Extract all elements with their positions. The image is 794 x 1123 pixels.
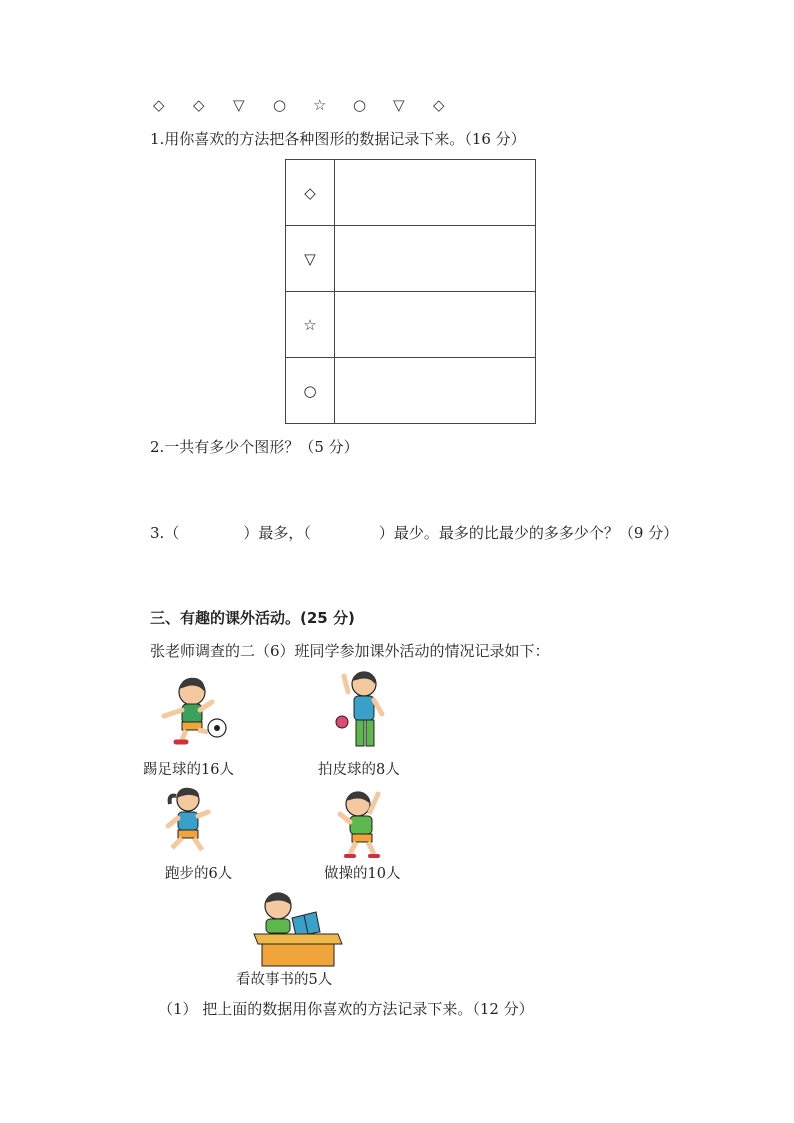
- shape-item: ▽: [393, 96, 405, 114]
- table-row: [286, 226, 536, 292]
- caption-football: 踢足球的16人: [143, 762, 234, 778]
- shape-item: ○: [273, 96, 287, 114]
- q3-mid: ）最多，（: [243, 524, 311, 542]
- section-3-title: 三、有趣的课外活动。(25 分): [150, 609, 355, 627]
- symbol-cell: ▽: [286, 226, 335, 292]
- shape-item: ○: [353, 96, 367, 114]
- question-3: [150, 522, 678, 543]
- answer-cell[interactable]: [335, 226, 536, 292]
- symbol-cell: ○: [286, 358, 335, 424]
- symbol-cell: ☆: [286, 292, 335, 358]
- symbol-cell: ◇: [286, 160, 335, 226]
- shape-item: ☆: [313, 96, 327, 114]
- answer-cell[interactable]: [335, 292, 536, 358]
- sub-question-1: （1） 把上面的数据用你喜欢的方法记录下来。（12 分）: [158, 1000, 534, 1018]
- question-2: 2.一共有多少个图形？（5 分）: [150, 438, 359, 456]
- table-row: [286, 160, 536, 226]
- shape-item: ◇: [153, 96, 165, 114]
- caption-reading: 看故事书的5人: [236, 972, 333, 988]
- record-table: [285, 159, 536, 424]
- ball-kid-illustration: [334, 668, 386, 754]
- football-kid-illustration: [158, 672, 228, 748]
- exercise-kid-illustration: [336, 784, 386, 860]
- q3-suffix: ）最少。最多的比最少的多多少个？（9 分）: [378, 524, 679, 542]
- answer-cell[interactable]: [335, 358, 536, 424]
- caption-exercise: 做操的10人: [324, 866, 401, 882]
- table-row: [286, 292, 536, 358]
- reading-kid-illustration: [252, 888, 344, 970]
- shape-item: ▽: [233, 96, 245, 114]
- caption-ball: 拍皮球的8人: [318, 762, 400, 778]
- q3-prefix: 3.（: [150, 524, 180, 542]
- answer-cell[interactable]: [335, 160, 536, 226]
- table-row: [286, 358, 536, 424]
- running-kid-illustration: [162, 786, 214, 858]
- section-3-intro: 张老师调查的二（6）班同学参加课外活动的情况记录如下：: [150, 642, 550, 660]
- shape-item: ◇: [433, 96, 445, 114]
- shape-item: ◇: [193, 96, 205, 114]
- question-1: 1.用你喜欢的方法把各种图形的数据记录下来。（16 分）: [150, 130, 526, 148]
- caption-running: 跑步的6人: [165, 866, 233, 882]
